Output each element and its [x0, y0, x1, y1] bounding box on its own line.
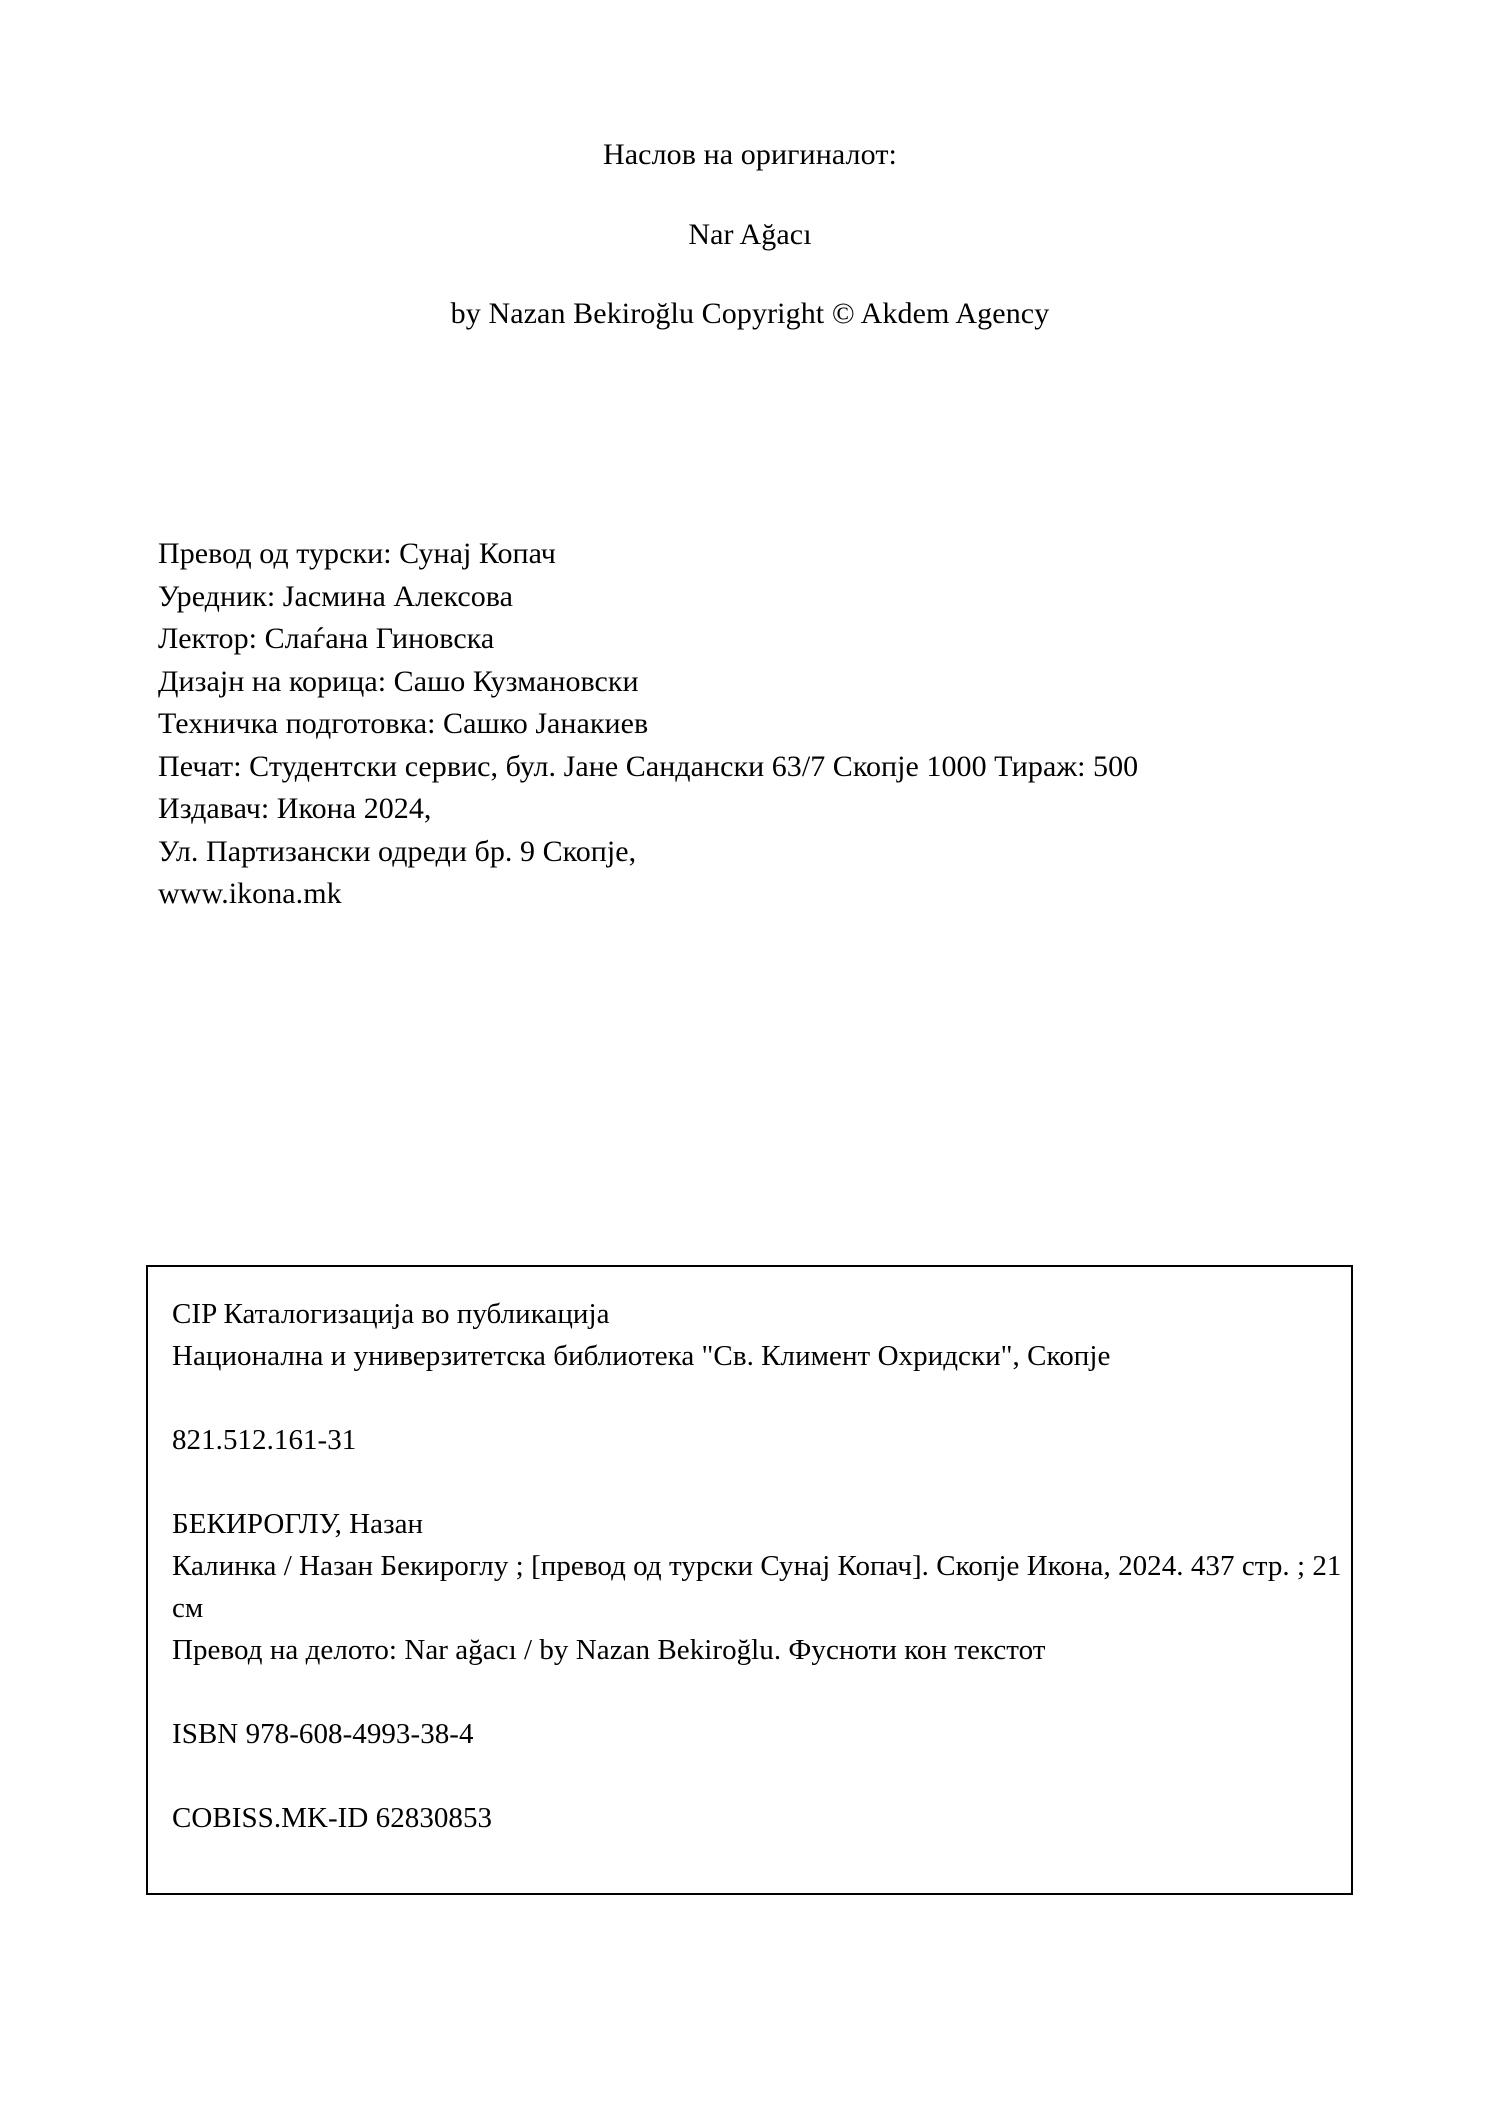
- cip-spacer-1: [172, 1377, 1351, 1419]
- original-title-block: [0, 140, 1500, 329]
- credit-editor: Уредник: Јасмина Алексова: [158, 579, 513, 613]
- cip-isbn: ISBN 978-608-4993-38-4: [172, 1718, 474, 1750]
- credit-printing: Печат: Студентски сервис, бул. Јане Сандански 63/7 Скопје 1000 Тираж: 500: [158, 749, 1139, 783]
- credit-technical-preparation: Техничка подготовка: Сашко Јанакиев: [158, 707, 649, 740]
- cip-spacer-4: [172, 1755, 1351, 1797]
- cip-author-heading: БЕКИРОГЛУ, Назан: [172, 1508, 424, 1540]
- credit-proofreader: Лектор: Слаѓана Гиновска: [158, 622, 495, 655]
- cip-library: Национална и универзитетска библиотека "Св. Климент Охридски", Скопје: [172, 1340, 1111, 1372]
- original-byline: by Nazan Bekiroğlu Copyright © Akdem Agency: [450, 297, 1050, 330]
- credit-cover-design: Дизајн на корица: Сашо Кузмановски: [158, 664, 639, 698]
- credit-publisher-website: www.ikona.mk: [158, 877, 342, 910]
- cip-cobiss: COBISS.MK-ID 62830853: [172, 1802, 493, 1834]
- cip-spacer-3: [172, 1671, 1351, 1713]
- credits-block: [158, 533, 1338, 916]
- credit-translator: Превод од турски: Сунај Копач: [158, 537, 556, 570]
- cip-udc: 821.512.161-31: [172, 1424, 357, 1456]
- credit-publisher-address: Ул. Партизански одреди бр. 9 Скопје,: [158, 834, 637, 868]
- cip-title-statement: Калинка / Назан Бекироглу ; [превод од турски Сунај Копач]. Скопје Икона, 2024. 437 стр. ; 21 см: [172, 1550, 1342, 1624]
- cip-heading: CIP Каталогизација во публикација: [172, 1298, 610, 1330]
- credit-publisher: Издавач: Икона 2024,: [158, 792, 432, 825]
- cip-translation-note: Превод на делото: Nar ağacı / by Nazan Bekiroğlu. Фусноти кон текстот: [172, 1634, 1046, 1666]
- original-title: Nar Ağacı: [688, 218, 812, 251]
- cip-spacer-2: [172, 1461, 1351, 1503]
- cip-box: [146, 1265, 1353, 1895]
- cip-content: [148, 1267, 1351, 1839]
- original-title-label: Наслов на оригиналот:: [603, 138, 897, 171]
